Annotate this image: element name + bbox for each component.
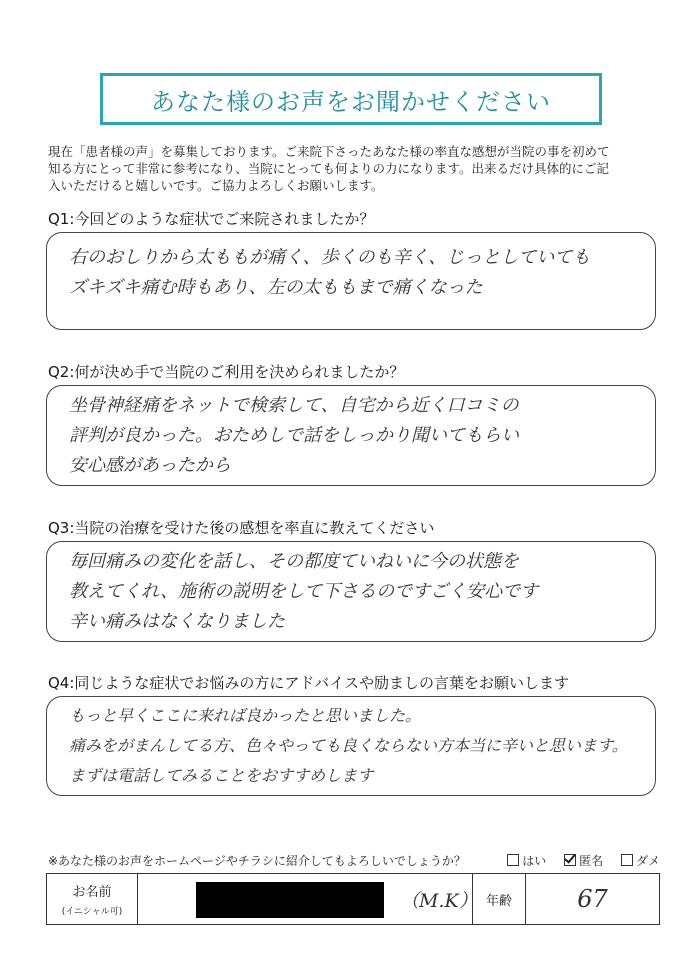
consent-option-yes[interactable] (507, 854, 546, 868)
consent-option-label: 匿名 (579, 854, 604, 868)
answer-4-line: もっと早くここに来れば良かったと思いました。 (69, 706, 422, 725)
answer-1-box (46, 232, 656, 330)
name-sublabel: (イニシャル可) (61, 907, 123, 917)
intro-line: 知る方にとって非常に参考になり、当院にとっても何よりの力になります。出来るだけ具体的にご記 (48, 161, 610, 176)
answer-2-line: 坐骨神経痛をネットで検索して、自宅から近く口コミの (69, 395, 519, 416)
answer-2-line: 評判が良かった。おためしで話をしっかり聞いてもらい (69, 425, 519, 446)
signature-table (46, 873, 660, 925)
age-label: 年齢 (473, 874, 526, 925)
answer-2-box (46, 385, 656, 486)
title-box (100, 73, 602, 125)
consent-option-anonymous[interactable] (564, 854, 603, 868)
question-3-label: Q3:当院の治療を受けた後の感想を率直に教えてください (48, 519, 435, 537)
answer-4-line: 痛みをがまんしてる方、色々やっても良くならない方本当に辛いと思います。 (69, 736, 628, 755)
checkbox-icon[interactable] (507, 854, 519, 866)
answer-1-line: 右のおしりから太ももが痛く、歩くのも辛く、じっとしていても (69, 247, 591, 268)
consent-question: ※あなた様のお声をホームページやチラシに紹介してもよろしいでしょうか？ (48, 854, 466, 868)
consent-option-label: はい (522, 854, 547, 868)
checked-checkbox-icon[interactable] (564, 854, 576, 866)
intro-line: 入いただけると嬉しいです。ご協力よろしくお願いします。 (48, 178, 384, 193)
question-4-label: Q4:同じような症状でお悩みの方にアドバイスや励ましの言葉をお願いします (48, 674, 569, 692)
answer-3-line: 教えてくれ、施術の説明をして下さるのですごく安心です (69, 581, 539, 602)
answer-1-line: ズキズキ痛む時もあり、左の太ももまで痛くなった (69, 277, 483, 298)
answer-4-box (46, 696, 656, 796)
checkbox-icon[interactable] (621, 854, 633, 866)
consent-option-no[interactable] (621, 854, 660, 868)
question-2-label: Q2:何が決め手で当院のご利用を決められましたか？ (48, 363, 405, 381)
name-label-cell (47, 874, 138, 925)
answer-4-line: まずは電話してみることをおすすめします (69, 766, 374, 785)
name-label: お名前 (72, 885, 112, 900)
name-field[interactable] (138, 874, 478, 925)
redaction-bar (196, 882, 384, 918)
name-initials: （M.K） (400, 890, 478, 912)
answer-3-line: 毎回痛みの変化を話し、その都度ていねいに今の状態を (69, 551, 519, 572)
page-title: あなた様のお声をお聞かせください (151, 87, 551, 116)
answer-2-line: 安心感があったから (69, 455, 231, 476)
consent-row (48, 852, 660, 869)
intro-text (48, 143, 658, 194)
answer-3-line: 辛い痛みはなくなりました (69, 611, 285, 632)
consent-option-label: ダメ (635, 854, 660, 868)
age-field[interactable]: 67 (526, 874, 660, 925)
question-1-label: Q1:今回どのような症状でご来院されましたか？ (48, 210, 375, 228)
answer-3-box (46, 541, 656, 642)
intro-line: 現在「患者様の声」を募集しております。ご来院下さったあなた様の率直な感想が当院の事を初めて (48, 144, 610, 159)
consent-options (493, 852, 660, 869)
